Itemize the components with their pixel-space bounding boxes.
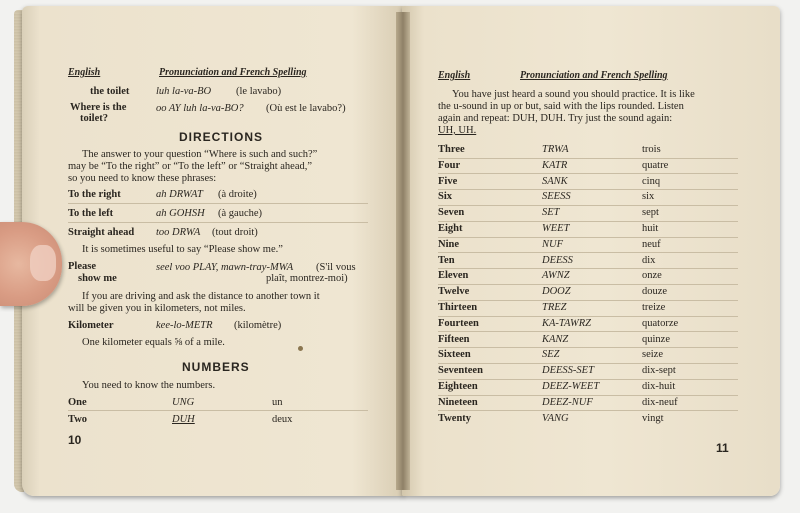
intro-line-4: UH, UH.	[438, 125, 477, 136]
number-pronunciation: DEESS-SET	[542, 365, 594, 377]
km-english: Kilometer	[68, 320, 114, 331]
right-page	[402, 6, 780, 496]
row-divider	[438, 173, 738, 174]
number-french: vingt	[642, 412, 664, 424]
number-french: dix-huit	[642, 381, 676, 392]
divider	[68, 410, 368, 411]
km-equals: One kilometer equals ⅝ of a mile.	[82, 337, 225, 348]
row-divider	[438, 268, 738, 269]
open-book	[14, 6, 786, 506]
number-french: onze	[642, 270, 662, 282]
numbers-heading: NUMBERS	[182, 360, 250, 374]
dir-para-line-1: The answer to your question “Where is such and such?”	[82, 149, 318, 160]
please-french-1: (S'il vous	[316, 262, 356, 273]
number-pronunciation: SEZ	[542, 349, 560, 361]
number-french: quinze	[642, 333, 670, 345]
please-intro: It is sometimes useful to say “Please show me.”	[82, 244, 283, 255]
number-pronunciation: KATR	[542, 159, 568, 171]
row-divider	[438, 300, 738, 301]
please-french-2: plaît, montrez-moi)	[266, 273, 348, 284]
number-french: dix-neuf	[642, 396, 678, 408]
row-divider	[438, 221, 738, 222]
number-pronunciation: VANG	[542, 412, 569, 424]
intro-line-3: again and repeat: DUH, DUH. Try just the sound again:	[438, 113, 673, 124]
number-english: Eleven	[438, 270, 469, 282]
number-english: Three	[438, 144, 465, 155]
dir-right-pronunciation: ah DRWAT	[156, 189, 203, 200]
number-english: Fourteen	[438, 317, 479, 329]
number-pronunciation: TRWA	[542, 144, 569, 155]
number-french: douze	[642, 286, 668, 298]
km-para-line-2: will be given you in kilometers, not miles.	[68, 303, 246, 314]
number-french: treize	[642, 302, 666, 313]
toilet-french: (le lavabo)	[236, 86, 282, 97]
number-french: quatorze	[642, 317, 679, 329]
number-french: quatre	[642, 159, 669, 171]
number-pronunciation: KA-TAWRZ	[542, 317, 591, 329]
number-english: Twenty	[438, 412, 472, 424]
dir-straight-english: Straight ahead	[68, 227, 135, 238]
number-english: Six	[438, 191, 453, 203]
dir-para-line-3: so you need to know these phrases:	[68, 173, 217, 184]
number-french: huit	[642, 223, 659, 234]
row-divider	[438, 410, 738, 411]
number-french: trois	[642, 144, 661, 155]
numbers-intro: You need to know the numbers.	[82, 380, 216, 391]
number-pronunciation: SANK	[542, 175, 568, 187]
right-page-number: 11	[716, 441, 729, 455]
where-french: (Où est le lavabo?)	[266, 103, 346, 114]
dir-right-french: (à droite)	[218, 189, 257, 200]
num-one-pronunciation: UNG	[172, 397, 195, 408]
number-french: dix	[642, 254, 656, 266]
dir-left-french: (à gauche)	[218, 208, 263, 219]
number-french: sept	[642, 207, 659, 219]
book-spine	[396, 12, 410, 490]
right-header-english: English	[438, 70, 471, 81]
number-english: Seventeen	[438, 365, 483, 377]
dir-para-line-2: may be “To the right” or “To the left” or “Straight ahead,”	[68, 161, 313, 172]
please-pronunciation: seel voo PLAY, mawn-tray-MWA	[156, 262, 294, 273]
number-english: Twelve	[438, 286, 470, 298]
thumbnail-nail	[30, 245, 56, 281]
left-page-number: 10	[68, 433, 82, 447]
row-divider	[438, 331, 738, 332]
please-english-2: show me	[78, 273, 117, 284]
right-header-pronunciation: Pronunciation and French Spelling	[520, 70, 668, 81]
num-one-french: un	[272, 397, 283, 408]
toilet-english: the toilet	[90, 86, 130, 97]
row-divider	[438, 205, 738, 206]
number-english: Nineteen	[438, 396, 478, 408]
left-page	[22, 6, 404, 496]
toilet-pronunciation: luh la-va-BO	[156, 86, 212, 97]
row-divider	[438, 347, 738, 348]
dir-left-english: To the left	[68, 208, 114, 219]
number-pronunciation: SEESS	[542, 191, 571, 203]
left-header-pronunciation: Pronunciation and French Spelling	[159, 67, 307, 78]
number-french: seize	[642, 349, 663, 361]
dir-left-pronunciation: ah GOHSH	[156, 208, 205, 219]
number-french: cinq	[642, 175, 661, 187]
number-pronunciation: AWNZ	[542, 270, 570, 282]
number-pronunciation: WEET	[542, 223, 570, 234]
intro-line-2: the u-sound in up or but, said with the lips rounded. Listen	[438, 101, 684, 112]
please-english-1: Please	[68, 261, 96, 272]
left-header-english: English	[68, 67, 101, 78]
row-divider	[438, 189, 738, 190]
divider	[68, 203, 368, 204]
where-pronunciation: oo AY luh la-va-BO?	[156, 103, 244, 114]
intro-line-1: You have just heard a sound you should practice. It is like	[452, 89, 695, 100]
number-pronunciation: DEEZ-NUF	[542, 396, 593, 408]
divider	[68, 222, 368, 223]
number-french: six	[642, 191, 655, 203]
number-english: Fifteen	[438, 333, 470, 345]
number-pronunciation: DOOZ	[542, 286, 571, 298]
row-divider	[438, 237, 738, 238]
num-one-english: One	[68, 397, 87, 408]
number-french: dix-sept	[642, 365, 676, 377]
number-english: Nine	[438, 238, 459, 250]
num-two-french: deux	[272, 414, 293, 425]
number-pronunciation: DEEZ-WEET	[542, 381, 600, 392]
number-english: Seven	[438, 207, 465, 219]
number-english: Sixteen	[438, 349, 471, 361]
number-pronunciation: KANZ	[542, 333, 569, 345]
number-english: Eighteen	[438, 381, 478, 392]
km-french: (kilomètre)	[234, 320, 282, 331]
km-pronunciation: kee-lo-METR	[156, 320, 213, 331]
number-pronunciation: TREZ	[542, 302, 567, 313]
number-english: Eight	[438, 223, 463, 234]
num-two-english: Two	[68, 414, 88, 425]
dir-straight-french: (tout droit)	[212, 227, 258, 238]
row-divider	[438, 284, 738, 285]
row-divider	[438, 252, 738, 253]
dir-straight-pronunciation: too DRWA	[156, 227, 201, 238]
number-english: Thirteen	[438, 302, 478, 313]
km-para-line-1: If you are driving and ask the distance to another town it	[82, 291, 320, 302]
where-english-1: Where is the	[70, 102, 127, 113]
number-pronunciation: DEESS	[542, 254, 573, 266]
row-divider	[438, 158, 738, 159]
directions-heading: DIRECTIONS	[179, 130, 264, 144]
number-pronunciation: SET	[542, 207, 560, 219]
dir-right-english: To the right	[68, 189, 121, 200]
number-english: Four	[438, 159, 461, 171]
where-english-2: toilet?	[80, 113, 108, 124]
number-english: Ten	[438, 254, 455, 266]
number-french: neuf	[642, 238, 661, 250]
num-two-pronunciation: DUH	[172, 414, 195, 425]
ink-spot	[298, 346, 303, 351]
number-english: Five	[438, 175, 458, 187]
number-pronunciation: NUF	[542, 238, 563, 250]
